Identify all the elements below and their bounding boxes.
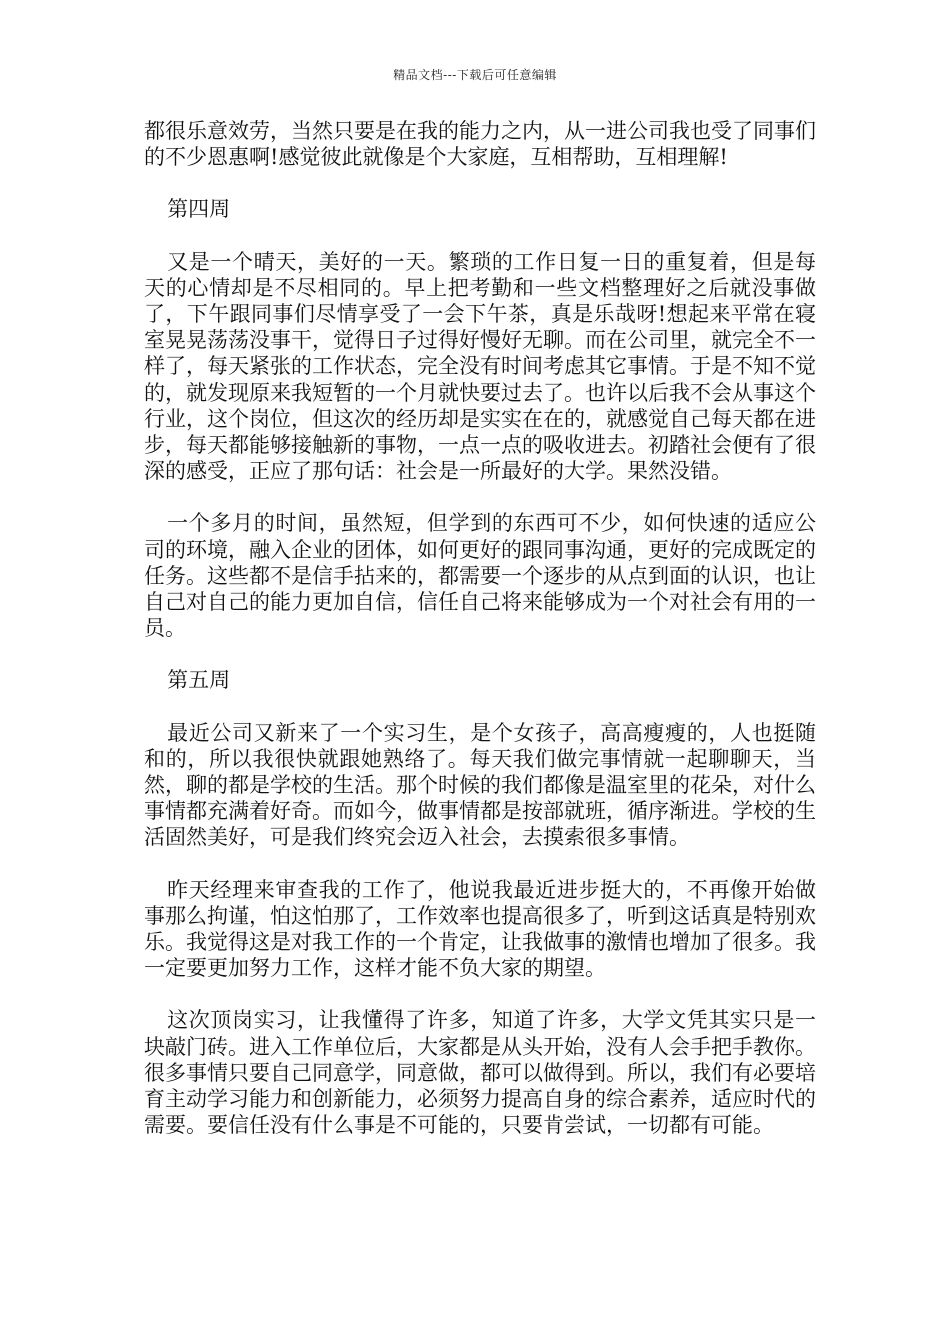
week4-paragraph-2: 一个多月的时间，虽然短，但学到的东西可不少，如何快速的适应公司的环境，融入企业的团体，如何更好的跟同事沟通，更好的完成既定的任务。这些都不是信手拈来的，都需要一个逐步的从点到面的认识，也让自己对自己的能力更加自信，信任自己将来能够成为一个对社会有用的一员。 — [144, 511, 816, 641]
week5-paragraph-1: 最近公司又新来了一个实习生，是个女孩子，高高瘦瘦的，人也挺随和的，所以我很快就跟她熟络了。每天我们做完事情就一起聊聊天，当然，聊的都是学校的生活。那个时候的我们都像是温室里的花朵，对什么事情都充满着好奇。而如今，做事情都是按部就班，循序渐进。学校的生活固然美好，可是我们终究会迈入社会，去摸索很多事情。 — [144, 720, 816, 850]
continuation-paragraph: 都很乐意效劳，当然只要是在我的能力之内，从一进公司我也受了同事们的不少恩惠啊!感觉彼此就像是个大家庭，互相帮助，互相理解! — [144, 119, 816, 170]
week4-paragraph-1: 又是一个晴天，美好的一天。繁琐的工作日复一日的重复着，但是每天的心情却是不尽相同的。早上把考勤和一些文档整理好之后就没事做了，下午跟同事们尽情享受了一会下午茶，真是乐哉呀!想起来平常在寝室晃晃荡荡没事干，觉得日子过得好慢好无聊。而在公司里，就完全不一样了，每天紧张的工作状态，完全没有时间考虑其它事情。于是不知不觉的，就发现原来我短暂的一个月就快要过去了。也许以后我不会从事这个行业，这个岗位，但这次的经历却是实实在在的，就感觉自己每天都在进步，每天都能够接触新的事物，一点一点的吸收进去。初踏社会便有了很深的感受，正应了那句话：社会是一所最好的大学。果然没错。 — [144, 249, 816, 484]
week5-paragraph-3: 这次顶岗实习，让我懂得了许多，知道了许多，大学文凭其实只是一块敲门砖。进入工作单位后，大家都是从头开始，没有人会手把手教你。很多事情只要自己同意学，同意做，都可以做得到。所以，我们有必要培育主动学习能力和创新能力，必须努力提高自身的综合素养，适应时代的需要。要信任没有什么事是不可能的，只要肯尝试，一切都有可能。 — [144, 1008, 816, 1138]
document-body — [144, 118, 816, 1165]
week5-heading: 第五周 — [167, 668, 231, 693]
page-header-note: 精品文档---下载后可任意编辑 — [393, 68, 557, 82]
week5-paragraph-2: 昨天经理来审查我的工作了，他说我最近进步挺大的，不再像开始做事那么拘谨，怕这怕那了，工作效率也提高很多了，听到这话真是特别欢乐。我觉得这是对我工作的一个肯定，让我做事的激情也增加了很多。我一定要更加努力工作，这样才能不负大家的期望。 — [144, 877, 816, 981]
week4-heading: 第四周 — [167, 197, 231, 222]
